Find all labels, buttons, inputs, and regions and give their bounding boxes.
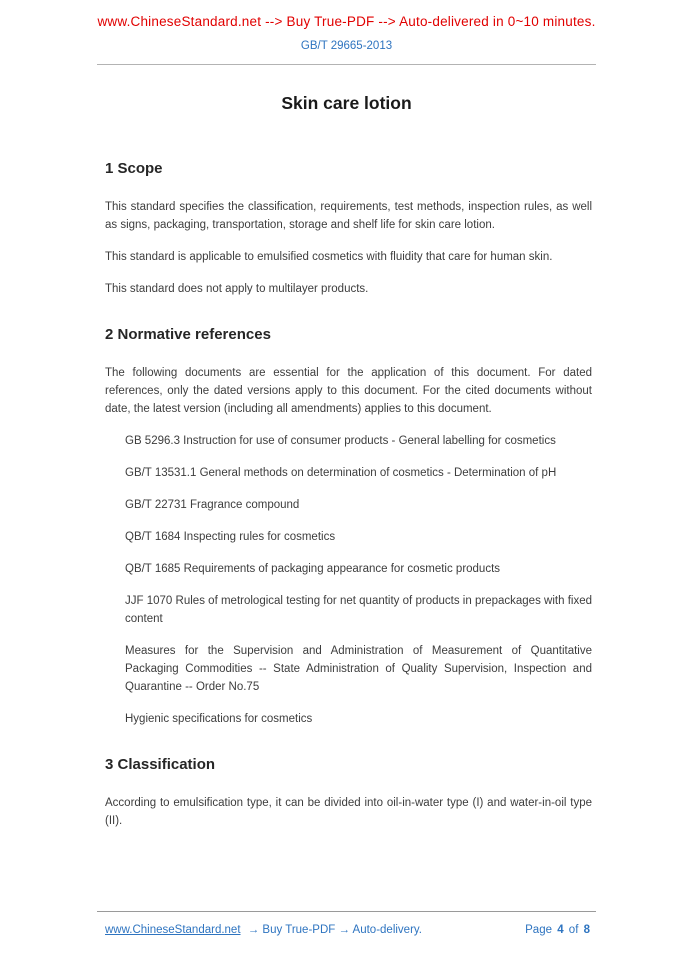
- footer-left: [105, 924, 422, 936]
- section-heading-scope: 1 Scope: [105, 160, 163, 177]
- reference-item: Hygienic specifications for cosmetics: [125, 713, 313, 725]
- footer-row: [0, 924, 693, 936]
- reference-item: JJF 1070 Rules of metrological testing for net quantity of products in prepackages with fixed content: [125, 595, 592, 625]
- document-title: Skin care lotion: [281, 93, 412, 113]
- scope-paragraph: This standard specifies the classification, requirements, test methods, inspection rules, as well as signs, packaging, transportation, storage and shelf life for skin care lotion.: [105, 201, 592, 231]
- section-scope: [105, 160, 592, 298]
- footer-tagline: → Buy True-PDF → Auto-delivery.: [247, 924, 422, 936]
- scope-paragraph: This standard is applicable to emulsified cosmetics with fluidity that care for human skin.: [105, 251, 553, 263]
- reference-item: Measures for the Supervision and Administration of Measurement of Quantitative Packaging Commodities -- State Administration of Quality Supervision, Inspection and Quarantine -- Order No.75: [125, 645, 592, 693]
- footer-website-link[interactable]: www.ChineseStandard.net: [105, 924, 241, 936]
- page-total: 8: [583, 924, 590, 936]
- page-indicator: [525, 924, 592, 936]
- reference-item: GB/T 13531.1 General methods on determination of cosmetics - Determination of pH: [125, 467, 557, 479]
- reference-item: QB/T 1685 Requirements of packaging appearance for cosmetic products: [125, 563, 501, 575]
- page-of-label: of: [568, 924, 579, 936]
- classification-paragraph: According to emulsification type, it can be divided into oil-in-water type (I) and water-in-oil type (II).: [105, 797, 592, 827]
- footer-divider: [97, 911, 596, 912]
- reference-item: GB 5296.3 Instruction for use of consumer products - General labelling for cosmetics: [125, 435, 556, 447]
- section-heading-normative-references: 2 Normative references: [105, 326, 271, 343]
- section-normative-references: [105, 326, 592, 728]
- section-heading-classification: 3 Classification: [105, 756, 216, 773]
- header-banner: www.ChineseStandard.net --> Buy True-PDF --> Auto-delivered in 0~10 minutes.: [97, 14, 596, 29]
- section-classification: [105, 756, 592, 830]
- normative-references-intro: The following documents are essential for the application of this document. For dated references, only the dated versions apply to this document. For the cited documents without date, the latest version (including all amendments) applies to this document.: [105, 367, 592, 415]
- page-current: 4: [557, 924, 564, 936]
- page-label: Page: [525, 924, 552, 936]
- reference-list: [105, 432, 592, 728]
- header-divider: [97, 64, 596, 65]
- page-footer: [0, 911, 693, 936]
- reference-item: QB/T 1684 Inspecting rules for cosmetics: [125, 531, 336, 543]
- document-body: [0, 160, 693, 830]
- reference-item: GB/T 22731 Fragrance compound: [125, 499, 300, 511]
- standard-number: GB/T 29665-2013: [300, 40, 393, 52]
- scope-paragraph: This standard does not apply to multilayer products.: [105, 283, 369, 295]
